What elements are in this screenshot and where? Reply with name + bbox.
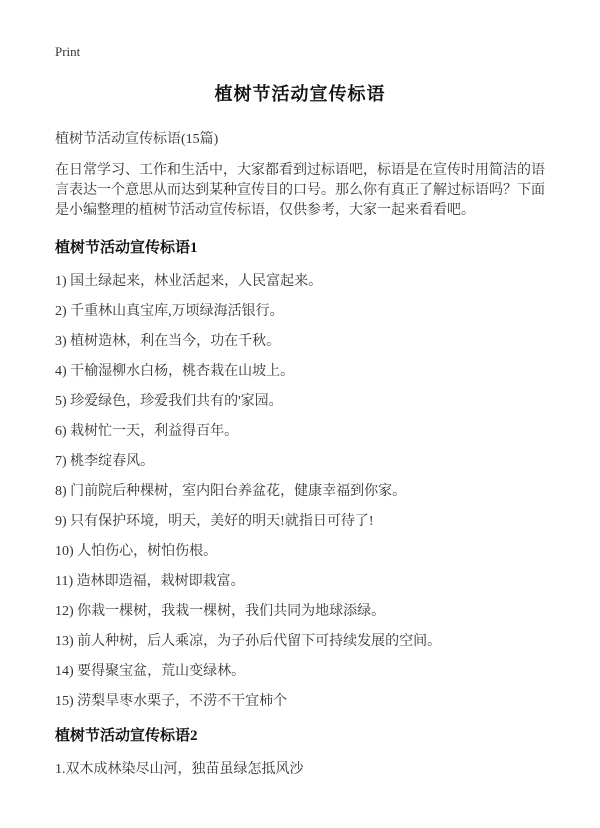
slogan-item-2: 2) 千重林山真宝库,万顷绿海活银行。 bbox=[55, 304, 284, 319]
slogan-item-5: 5) 珍爱绿色，珍爱我们共有的'家园。 bbox=[55, 394, 283, 409]
slogan-item-4: 4) 干榆湿柳水白杨，桃杏栽在山坡上。 bbox=[55, 364, 295, 379]
intro-paragraph: 在日常学习、工作和生活中，大家都看到过标语吧，标语是在宣传时用简洁的语言表达一个意思从而达到某种宣传目的口号。那么你有真正了解过标语吗？下面是小编整理的植树节活动宣传标语，仅供参考，大家一起来看看吧。 bbox=[55, 163, 545, 218]
slogan-item-15: 15) 涝梨旱枣水栗子，不涝不干宜柿个 bbox=[55, 694, 288, 709]
slogan-item-8: 8) 门前院后种棵树，室内阳台养盆花，健康幸福到你家。 bbox=[55, 484, 407, 499]
slogan-item-13: 13) 前人种树，后人乘凉，为子孙后代留下可持续发展的空间。 bbox=[55, 634, 442, 649]
slogan-item-11: 11) 造林即造福，栽树即栽富。 bbox=[55, 574, 245, 589]
slogan-item-7: 7) 桃李绽春风。 bbox=[55, 454, 155, 469]
section-1-heading: 植树节活动宣传标语1 bbox=[55, 240, 198, 256]
slogan-item-6: 6) 栽树忙一天，利益得百年。 bbox=[55, 424, 239, 439]
section-2-heading: 植树节活动宣传标语2 bbox=[55, 728, 198, 744]
slogan-item-1: 1) 国土绿起来，林业活起来，人民富起来。 bbox=[55, 274, 323, 289]
slogan-item-s2-1: 1.双木成林染尽山河，独苗虽绿怎抵风沙 bbox=[55, 762, 304, 777]
doc-subtitle: 植树节活动宣传标语(15篇) bbox=[55, 132, 219, 147]
slogan-item-10: 10) 人怕伤心，树怕伤根。 bbox=[55, 544, 218, 559]
slogan-item-12: 12) 你栽一棵树，我栽一棵树，我们共同为地球添绿。 bbox=[55, 604, 386, 619]
slogan-item-14: 14) 要得聚宝盆，荒山变绿林。 bbox=[55, 664, 246, 679]
print-link[interactable]: Print bbox=[55, 44, 81, 59]
slogan-item-3: 3) 植树造林，利在当今，功在千秋。 bbox=[55, 334, 281, 349]
page-title: 植树节活动宣传标语 bbox=[214, 84, 386, 104]
slogan-item-9: 9) 只有保护环境，明天，美好的明天!就指日可待了! bbox=[55, 514, 374, 529]
